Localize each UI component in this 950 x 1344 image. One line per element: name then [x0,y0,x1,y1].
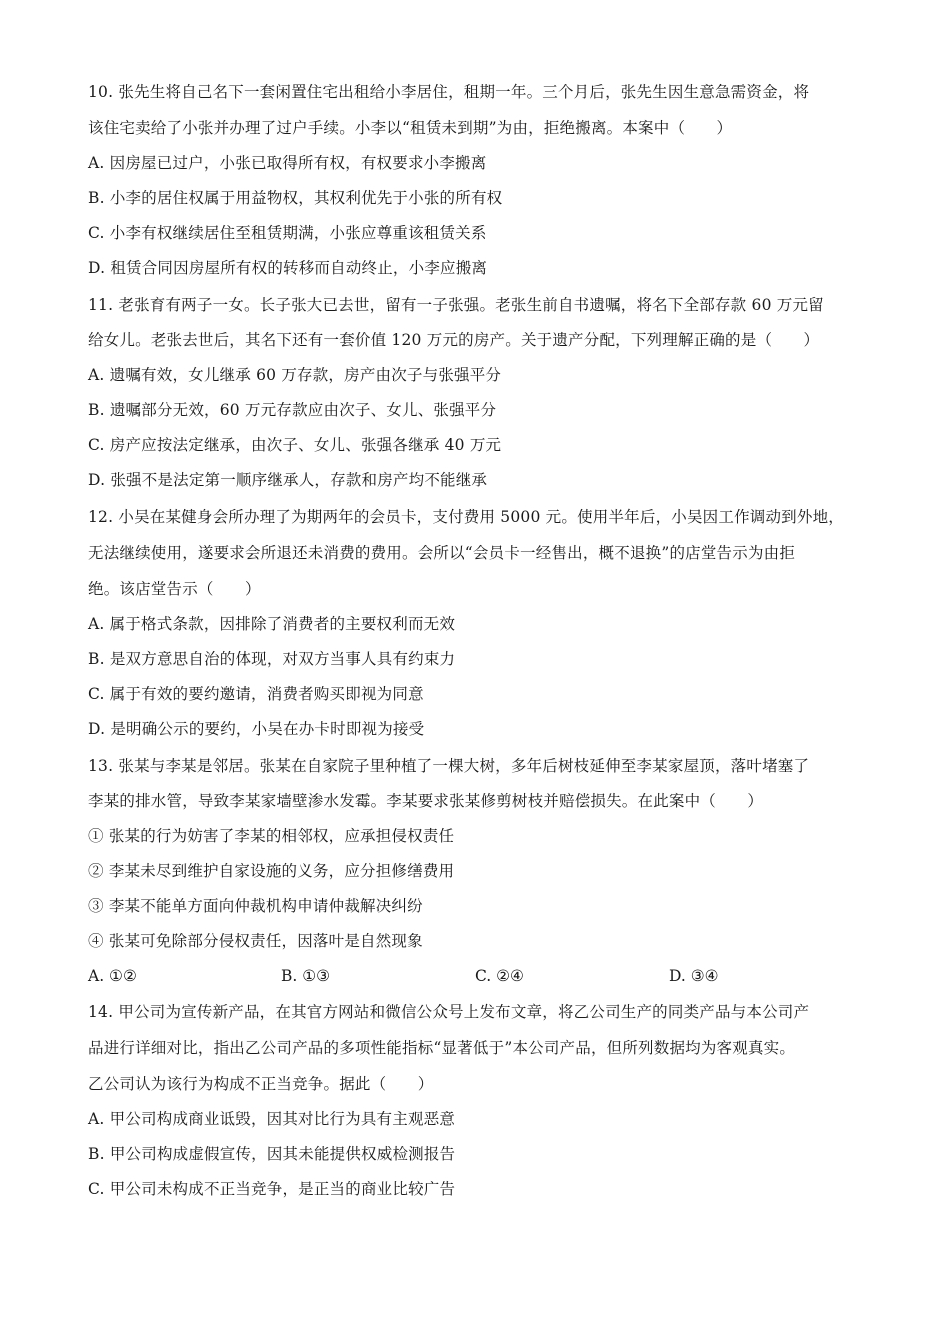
q13-stem-line-1: 13. 张某与李某是邻居。张某在自家院子里种植了一棵大树，多年后树枝延伸至李某家屋顶，落叶堵塞了 [88,757,810,775]
q12-option-b: B. 是双方意思自治的体现，对双方当事人具有约束力 [88,650,456,668]
q10-option-b: B. 小李的居住权属于用益物权，其权利优先于小张的所有权 [88,189,503,207]
q10-option-c: C. 小李有权继续居住至租赁期满，小张应尊重该租赁关系 [88,224,487,242]
q10-option-a: A. 因房屋已过户，小张已取得所有权，有权要求小李搬离 [88,154,487,172]
q14-option-b: B. 甲公司构成虚假宣传，因其未能提供权威检测报告 [88,1145,456,1163]
q12-option-c: C. 属于有效的要约邀请，消费者购买即视为同意 [88,685,424,703]
q14-stem-line-3: 乙公司认为该行为构成不正当竞争。据此（ ） [88,1075,434,1093]
q11-option-a: A. 遗嘱有效，女儿继承 60 万存款，房产由次子与张强平分 [88,366,502,384]
q13-choice-b: B. ①③ [281,967,331,985]
q11-stem-line-2: 给女儿。老张去世后，其名下还有一套价值 120 万元的房产。关于遗产分配，下列理解正确的是（ ） [88,331,820,349]
q13-choice-a: A. ①② [88,967,137,985]
q13-statement-4: ④ 张某可免除部分侵权责任，因落叶是自然现象 [88,932,423,950]
q14-stem-line-1: 14. 甲公司为宣传新产品，在其官方网站和微信公众号上发布文章，将乙公司生产的同类产品与本公司产 [88,1003,810,1021]
q13-stem-line-2: 李某的排水管，导致李某家墙壁渗水发霉。李某要求张某修剪树枝并赔偿损失。在此案中（ ） [88,792,764,810]
q14-option-c: C. 甲公司未构成不正当竞争，是正当的商业比较广告 [88,1180,456,1198]
q12-stem-line-3: 绝。该店堂告示（ ） [88,580,261,598]
q13-choice-d: D. ③④ [669,967,719,985]
q13-statement-3: ③ 李某不能单方面向仲裁机构申请仲裁解决纠纷 [88,897,423,915]
q11-option-c: C. 房产应按法定继承，由次子、女儿、张强各继承 40 万元 [88,436,502,454]
q11-option-d: D. 张强不是法定第一顺序继承人，存款和房产均不能继承 [88,471,488,489]
q13-statement-2: ② 李某未尽到维护自家设施的义务，应分担修缮费用 [88,862,455,880]
q14-option-a: A. 甲公司构成商业诋毁，因其对比行为具有主观恶意 [88,1110,456,1128]
q10-stem-line-2: 该住宅卖给了小张并办理了过户手续。小李以“租赁未到期”为由，拒绝搬离。本案中（ ） [88,119,733,137]
q13-statement-1: ① 张某的行为妨害了李某的相邻权，应承担侵权责任 [88,827,455,845]
q14-stem-line-2: 品进行详细对比，指出乙公司产品的多项性能指标“显著低于”本公司产品，但所列数据均为客观真实。 [88,1039,796,1057]
q13-choices-row [88,966,848,986]
q11-option-b: B. 遗嘱部分无效，60 万元存款应由次子、女儿、张强平分 [88,401,497,419]
q12-option-a: A. 属于格式条款，因排除了消费者的主要权利而无效 [88,615,456,633]
q12-option-d: D. 是明确公示的要约，小吴在办卡时即视为接受 [88,720,425,738]
q13-choice-c: C. ②④ [475,967,524,985]
q10-option-d: D. 租赁合同因房屋所有权的转移而自动终止，小李应搬离 [88,259,488,277]
q12-stem-line-2: 无法继续使用，遂要求会所退还未消费的费用。会所以“会员卡一经售出，概不退换”的店堂告示为由拒 [88,544,796,562]
q11-stem-line-1: 11. 老张育有两子一女。长子张大已去世，留有一子张强。老张生前自书遗嘱，将名下全部存款 60 万元留 [88,296,824,314]
q10-stem-line-1: 10. 张先生将自己名下一套闲置住宅出租给小李居住，租期一年。三个月后，张先生因生意急需资金，将 [88,83,810,101]
q12-stem-line-1: 12. 小吴在某健身会所办理了为期两年的会员卡，支付费用 5000 元。使用半年后，小吴因工作调动到外地， [88,508,844,526]
